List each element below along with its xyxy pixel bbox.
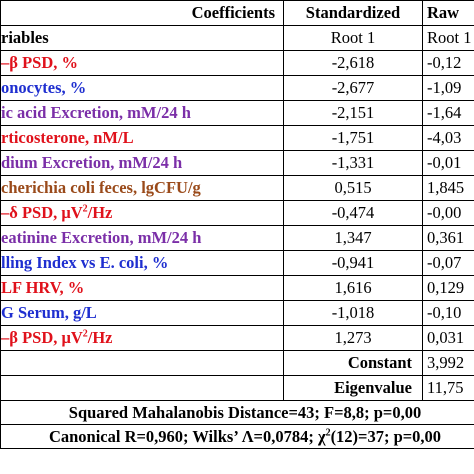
variable-row — [1, 151, 474, 176]
variable-label — [1, 51, 284, 76]
variable-row — [1, 201, 474, 226]
standardized-value: -0,941 — [284, 251, 423, 276]
variable-label — [1, 201, 284, 226]
standardized-value: 1,273 — [284, 326, 423, 351]
standardized-value: -0,474 — [284, 201, 423, 226]
subheader-root1-std: Root 1 — [284, 26, 423, 51]
variable-label-text: –β PSD, % — [1, 53, 78, 72]
constant-row — [1, 351, 474, 376]
standardized-value: -1,018 — [284, 301, 423, 326]
variable-row — [1, 176, 474, 201]
variable-row — [1, 126, 474, 151]
raw-value: 1,845 — [423, 176, 474, 201]
canonical-text — [49, 427, 441, 447]
header-raw: Raw — [423, 1, 474, 26]
variable-label-text: cherichia coli feces, lgCFU/g — [1, 178, 201, 197]
variable-row — [1, 301, 474, 326]
variable-label — [1, 126, 284, 151]
raw-value: -0,07 — [423, 251, 474, 276]
standardized-value: -2,618 — [284, 51, 423, 76]
variable-label-tail: /Hz — [87, 328, 113, 347]
variable-label-text: G Serum, g/L — [1, 303, 97, 322]
variable-label — [1, 251, 284, 276]
canonical-post: (12)=37; p=0,00 — [330, 426, 442, 446]
variable-label — [1, 276, 284, 301]
raw-value: -1,64 — [423, 101, 474, 126]
raw-value: 0,129 — [423, 276, 474, 301]
header-coefficients: Coefficients — [1, 1, 284, 26]
canonical-pre: Canonical R=0,960; Wilks’ Λ=0,0784; χ — [48, 426, 326, 446]
variable-label-text: –δ PSD, μV — [1, 203, 83, 222]
variable-label-text: rticosterone, nM/L — [1, 128, 134, 147]
variable-label-text: –β PSD, μV — [1, 328, 83, 347]
mahalanobis-text: Squared Mahalanobis Distance=43; F=8,8; p=0,00 — [68, 402, 422, 422]
standardized-value: 1,347 — [284, 226, 423, 251]
canonical-row — [1, 425, 474, 449]
standardized-value: -2,151 — [284, 101, 423, 126]
eigenvalue-raw: 11,75 — [423, 376, 474, 401]
variable-label-text: dium Excretion, mM/24 h — [1, 153, 183, 172]
subheader-row — [1, 26, 474, 51]
variable-label — [1, 176, 284, 201]
variable-label-tail: /Hz — [87, 203, 113, 222]
variable-label — [1, 326, 284, 351]
variable-row — [1, 226, 474, 251]
variable-label-text: eatinine Excretion, mM/24 h — [1, 228, 202, 247]
variable-row — [1, 276, 474, 301]
variable-label-text: onocytes, % — [1, 78, 87, 97]
raw-value: -0,01 — [423, 151, 474, 176]
standardized-value: -1,331 — [284, 151, 423, 176]
standardized-value: -1,751 — [284, 126, 423, 151]
variable-row — [1, 51, 474, 76]
variable-row — [1, 251, 474, 276]
variable-row — [1, 76, 474, 101]
header-row — [1, 1, 474, 26]
standardized-value: -2,677 — [284, 76, 423, 101]
subheader-root1-raw: Root 1 — [423, 26, 474, 51]
standardized-value: 0,515 — [284, 176, 423, 201]
variable-row — [1, 101, 474, 126]
variable-label-text: lling Index vs E. coli, % — [1, 253, 169, 272]
raw-value: -0,12 — [423, 51, 474, 76]
raw-value: 0,031 — [423, 326, 474, 351]
variable-label — [1, 151, 284, 176]
variable-row — [1, 326, 474, 351]
raw-value: 0,361 — [423, 226, 474, 251]
subheader-variables: riables — [1, 26, 284, 51]
variable-label-sup: 2 — [82, 203, 88, 215]
variable-label — [1, 301, 284, 326]
variable-label-sup: 2 — [82, 328, 88, 340]
raw-value: -1,09 — [423, 76, 474, 101]
constant-raw: 3,992 — [423, 351, 474, 376]
variable-label — [1, 101, 284, 126]
raw-value: -0,00 — [423, 201, 474, 226]
constant-label: Constant — [284, 351, 423, 376]
variable-label — [1, 226, 284, 251]
standardized-value: 1,616 — [284, 276, 423, 301]
header-standardized: Standardized — [284, 1, 423, 26]
eigenvalue-row — [1, 376, 474, 401]
variable-label-text: ic acid Excretion, mM/24 h — [1, 103, 191, 122]
variable-label-text: LF HRV, % — [1, 278, 85, 297]
variable-label — [1, 76, 284, 101]
raw-value: -4,03 — [423, 126, 474, 151]
raw-value: -0,10 — [423, 301, 474, 326]
eigenvalue-label: Eigenvalue — [284, 376, 423, 401]
mahalanobis-row — [1, 401, 474, 425]
canonical-sup: 2 — [325, 427, 331, 438]
